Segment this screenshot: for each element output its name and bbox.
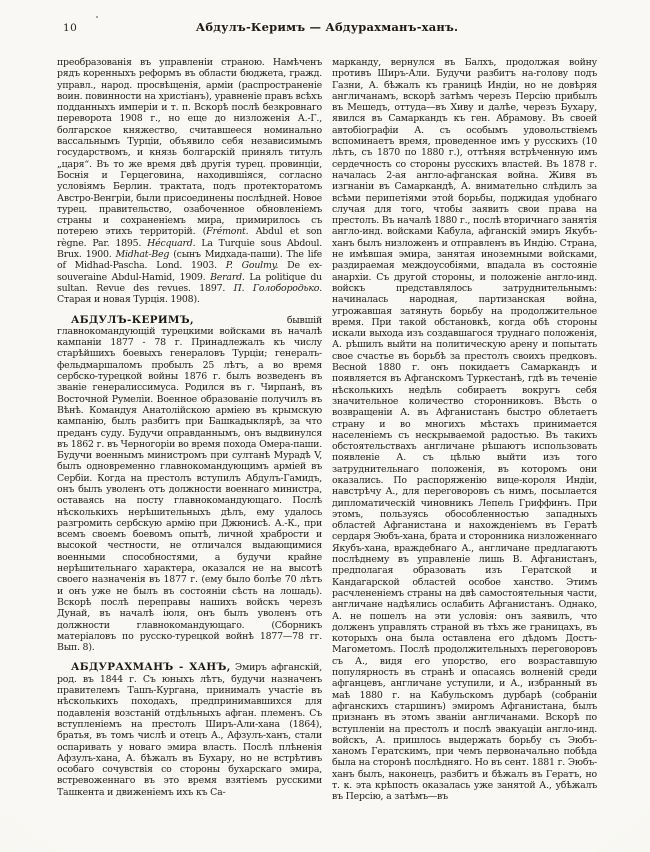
text-segment-italic: Midhat-Beg: [115, 249, 170, 261]
running-head-title: Абдулъ-Керимъ — Абдурахманъ-ханъ.: [195, 20, 459, 34]
text-segment: De ex-souveraine Abdul-Hamid, 1909.: [57, 260, 322, 283]
text-segment-italic: Frémont.: [206, 226, 249, 238]
text-segment: Abdul et son règne. Par. 1895.: [57, 226, 322, 249]
text-segment-italic: Hécquard.: [147, 237, 196, 249]
two-column-text-block: [57, 57, 597, 852]
paragraph-continuation-abdurakhman: [332, 57, 597, 803]
text-segment: преобразованія въ управленіи страною. Намѣченъ рядъ коренныхъ реформъ въ области бюджета, гражд. управл., народ. просвѣщенія, арміи (распространеніе воин. повинности на христіанъ), уравненіе правъ всѣхъ подданныхъ имперіи и т. п. Вскорѣ послѣ безкровнаго переворота 1908 г., но еще до низложенія А.-Г., болгарское княжество, считавшееся номинально вассальнымъ Турціи, объявило себя независимымъ государствомъ, и князь болгарскій принялъ титулъ „царя“. Въ то же время двѣ другія турец. провинціи, Боснія и Герцеговина, находившіяся, согласно условіямъ Берлин. трактата, подъ протекторатомъ Австро-Венгріи, были присоединены послѣдней. Новое турец. правительство, озабоченное обновленіемъ страны и сохраненіемъ мира, примирилось съ потерею этихъ территорій. (: [57, 57, 322, 238]
scan-speck: [96, 16, 98, 18]
headword-abdul-kerim: АБДУЛЪ-КЕРИМЪ,: [71, 313, 195, 326]
paragraph-continuation-abdul-hamid: [57, 57, 322, 306]
article-abdurakhman-khan: [57, 662, 322, 798]
headword-abdurakhman-khan: АБДУРАХМАНЪ - ХАНЪ,: [71, 661, 231, 674]
text-segment-italic: П. Голобородько.: [233, 282, 322, 294]
text-segment-italic: Berard.: [210, 271, 245, 283]
text-segment: бывшій главнокомандующій турецкими войсками въ началѣ кампаніи 1877 - 78 г. Принадлежалъ къ числу старѣйшихъ боевыхъ генераловъ Турціи; генералъ-фельдмаршаломъ пробылъ 25 лѣтъ, а во время сербско-турецкой войны 1876 г. былъ возведенъ въ званіе генералиссимуса. Родился въ г. Чирпанѣ, въ Восточной Румеліи. Военное образованіе получилъ въ Вѣнѣ. Командуя Анатолійскою арміею въ крымскую кампанію, былъ разбитъ при Башкадыклярѣ, за что преданъ суду. Будучи оправданнымъ, онъ выдвинулся въ 1862 г. въ Черногоріи во время похода Омера-паши. Будучи военнымъ министромъ при султанѣ Мурадѣ V, былъ одновременно главнокомандующимъ арміей въ Сербіи. Когда на престолъ вступилъ Абдулъ-Гамидъ, онъ былъ уволенъ отъ должности военнаго министра, оставаясь на посту главнокомандующаго. Послѣ нѣсколькихъ нерѣшительныхъ дѣлъ, ему удалось разгромить сербскую армію при Джюнисѣ. А.-К., при всемъ своемъ боевомъ опытѣ, личной храбрости и высокой честности, не отличался выдающимися военными способностями, а будучи крайне нерѣшительнаго характера, оказался не на высотѣ своего назначенія въ 1877 г. (ему было болѣе 70 лѣтъ и онъ уже не былъ въ состояніи сѣсть на лошадь). Вскорѣ послѣ переправы нашихъ войскъ черезъ Дунай, въ началѣ іюля, онъ былъ уволенъ отъ должности главнокомандующаго. (Сборникъ матеріаловъ по русско-турецкой войнѣ 1877—78 гг. Вып. 8).: [57, 314, 322, 654]
page-number: 10: [63, 22, 78, 34]
article-abdul-kerim: [57, 315, 322, 654]
text-segment: Старая и новая Турція. 1908).: [57, 294, 200, 306]
right-column: [332, 57, 597, 852]
text-segment: марканду, вернулся въ Балхъ, продолжая войну противъ Ширъ-Али. Будучи разбитъ на-голову подъ Газни, А. бѣжалъ къ границѣ Индіи, но не довѣряя англичанамъ, вскорѣ затѣмъ черезъ Персію прибылъ въ Мешедъ, оттуда—въ Хиву и далѣе, черезъ Бухару, явился въ Самаркандъ къ ген. Абрамову. Въ своей автобіографіи А. съ особымъ удовольствіемъ вспоминаетъ время, проведенное имъ у русскихъ (10 лѣтъ, съ 1870 по 1880 г.), оттѣняя встрѣченную имъ сердечность со стороны русскихъ властей. Въ 1878 г. началась 2-ая англо-афганская война. Живя въ изгнаніи въ Самаркандѣ, А. внимательно слѣдилъ за всѣми перипетіями этой борьбы, поджидая удобнаго случая для того, чтобы заявить свои права на престолъ. Въ началѣ 1880 г., послѣ вторичнаго занятія англо-инд. войсками Кабула, афганскій эмиръ Якубъ-ханъ былъ низложенъ и отправленъ въ Индію. Страна, не имѣвшая эмира, занятая иноземными войсками, раздираемая междоусобіями, впадала въ состояніе анархіи. Съ другой стороны, и положеніе англо-инд. войскъ представлялось затруднительнымъ: начиналась народная, партизанская война, угрожавшая затянуть борьбу на продолжительное время. При такой обстановкѣ, когда обѣ стороны искали выхода изъ создавшагося труднаго положенія, А. рѣшилъ выйти на политическую арену и попытать свое счастье въ борьбѣ за престолъ своихъ предковъ. Весной 1880 г. онъ покидаетъ Самаркандъ и появляется въ Афганскомъ Туркестанѣ, гдѣ въ теченіе нѣсколькихъ недѣль собираетъ вокругъ себя значительное количество сторонниковъ. Вѣсть о возвращеніи А. въ Афганистанъ быстро облетаетъ страну и во многихъ мѣстахъ принимается населеніемъ съ нескрываемой радостью. Въ такихъ обстоятельствахъ англичане рѣшаютъ использовать появленіе А. съ цѣлью выйти изъ того затруднительнаго положенія, въ которомъ они оказались. По распоряженію вице-короля Индіи, навстрѣчу А., для переговоровъ съ нимъ, посылается дипломатическій чиновникъ Лепель Гриффинъ. При этомъ, пользуясь обособленностью западныхъ областей Афганистана и нахожденіемъ въ Гератѣ сердаря Эюбъ-хана, брата и сторонника низложеннаго Якубъ-хана, враждебнаго А., англичане предлагаютъ послѣднему въ управленіе лишь В. Афганистанъ, предполагая образовать изъ Гератской и Кандагарской областей особое ханство. Этимъ расчлененіемъ страны на двѣ самостоятельныя части, англичане надѣялись ослабить Афганистанъ. Однако, А. не пошелъ на эти условія: онъ заявилъ, что долженъ управлять страной въ тѣхъ же границахъ, въ которыхъ она была оставлена его дѣдомъ Достъ-Магометомъ. Послѣ продолжительныхъ переговоровъ съ А., видя его упорство, его возраставшую популярность въ странѣ и опасаясь волненій среди афганцевъ, англичане уступили, и А., избранный въ маѣ 1880 г. на Кабульскомъ дурбарѣ (собраніи афганскихъ старшинъ) эмиромъ Афганистана, былъ признанъ въ этомъ званіи англичанами. Вскорѣ по вступленіи на престолъ и послѣ эвакуаціи англо-инд. войскъ, А. пришлось выдержать борьбу съ Эюбъ-ханомъ Гератскимъ, при чемъ первоначально побѣда была на сторонѣ послѣдняго. Но въ сент. 1881 г. Эюбъ-ханъ былъ, наконецъ, разбитъ и бѣжалъ въ Гератъ, но т. к. эта крѣпость оказалась уже занятой А., убѣжалъ въ Персію, а затѣмъ—въ: [332, 57, 597, 803]
page-header: [57, 20, 597, 36]
text-segment: Эмиръ афганскій, род. въ 1844 г. Съ юныхъ лѣтъ, будучи назначенъ правителемъ Ташъ-Кургана, принималъ участіе въ нѣсколькихъ походахъ, предпринимавшихся для подавленія возстаній отдѣльныхъ афган. племенъ. Съ вступленіемъ на престолъ Ширъ-Али-хана (1864), братья, въ томъ числѣ и отецъ А., Афзулъ-ханъ, стали оспаривать у новаго эмира власть. Послѣ плѣненія Афзулъ-хана, А. бѣжалъ въ Бухару, но не встрѣтивъ особаго сочувствія со стороны бухарскаго эмира, встревоженнаго въ это время взятіемъ русскими Ташкента и движеніемъ ихъ къ Са-: [57, 662, 322, 798]
text-segment: La Turquie sous Abdoul. Brux. 1900.: [57, 237, 323, 261]
text-segment: La politique du sultan. Revue des revues. 1897.: [57, 271, 322, 294]
text-segment: (сынъ Мидхада-паши). The life of Midhad-Pascha. Lond. 1903.: [57, 249, 322, 272]
left-column: [57, 57, 322, 852]
text-segment-italic: P. Goulmy.: [225, 260, 279, 272]
